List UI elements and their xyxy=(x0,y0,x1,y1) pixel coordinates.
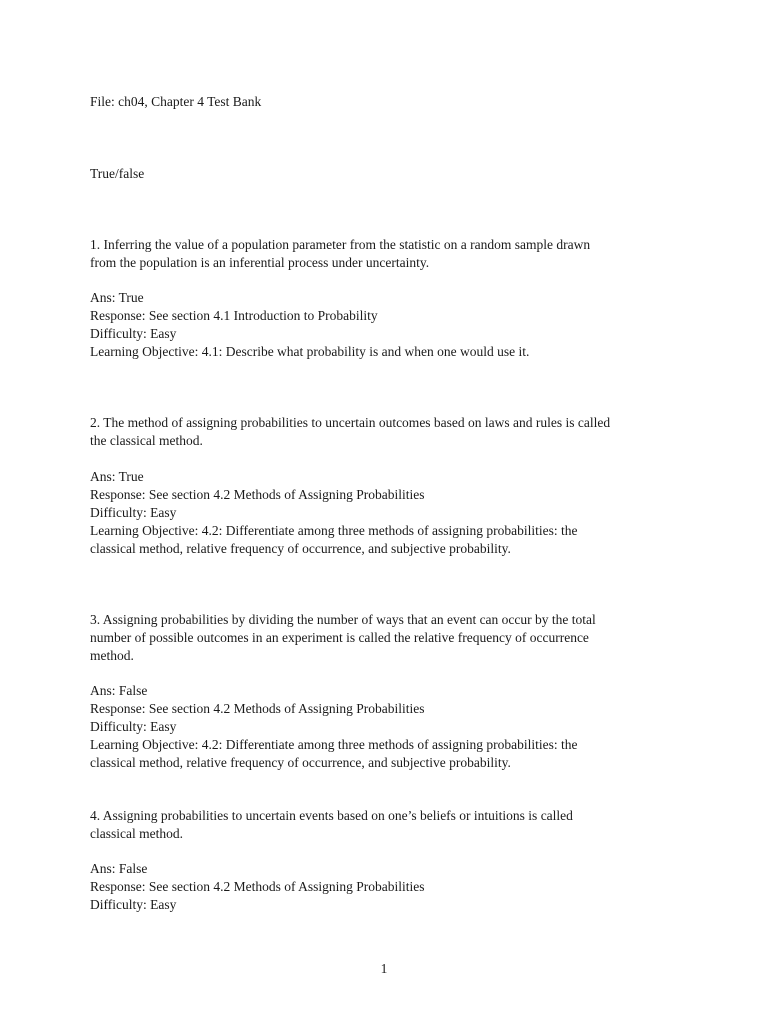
question-1-text-line-1: 1. Inferring the value of a population parameter from the statistic on a random sample drawn xyxy=(90,237,591,252)
question-3-text-line-2: number of possible outcomes in an experiment is called the relative frequency of occurrence xyxy=(90,630,589,645)
question-3-objective-line-1: Learning Objective: 4.2: Differentiate among three methods of assigning probabilities: the xyxy=(90,737,578,752)
question-1-response: Response: See section 4.1 Introduction to Probability xyxy=(90,308,378,323)
question-4-difficulty: Difficulty: Easy xyxy=(90,897,177,912)
file-header: File: ch04, Chapter 4 Test Bank xyxy=(90,94,262,109)
question-3-difficulty: Difficulty: Easy xyxy=(90,719,177,734)
question-4-response: Response: See section 4.2 Methods of Assigning Probabilities xyxy=(90,879,425,894)
question-2-objective-line-2: classical method, relative frequency of occurrence, and subjective probability. xyxy=(90,541,511,556)
question-3-text-line-1: 3. Assigning probabilities by dividing the number of ways that an event can occur by the total xyxy=(90,612,596,627)
page-number: 1 xyxy=(380,961,388,976)
question-2-response: Response: See section 4.2 Methods of Assigning Probabilities xyxy=(90,487,425,502)
question-2-text-line-2: the classical method. xyxy=(90,433,203,448)
question-2-difficulty: Difficulty: Easy xyxy=(90,505,177,520)
question-2-answer: Ans: True xyxy=(90,469,144,484)
question-3-text-line-3: method. xyxy=(90,648,134,663)
question-1-objective-line-1: Learning Objective: 4.1: Describe what probability is and when one would use it. xyxy=(90,344,530,359)
question-1-difficulty: Difficulty: Easy xyxy=(90,326,177,341)
question-3-answer: Ans: False xyxy=(90,683,148,698)
question-4-text-line-1: 4. Assigning probabilities to uncertain events based on one’s beliefs or intuitions is called xyxy=(90,808,573,823)
question-2-objective-line-1: Learning Objective: 4.2: Differentiate among three methods of assigning probabilities: the xyxy=(90,523,578,538)
question-2-text-line-1: 2. The method of assigning probabilities to uncertain outcomes based on laws and rules is called xyxy=(90,415,611,430)
question-3-objective-line-2: classical method, relative frequency of occurrence, and subjective probability. xyxy=(90,755,511,770)
question-1-answer: Ans: True xyxy=(90,290,144,305)
question-1-text-line-2: from the population is an inferential process under uncertainty. xyxy=(90,255,430,270)
question-3-response: Response: See section 4.2 Methods of Assigning Probabilities xyxy=(90,701,425,716)
question-4-answer: Ans: False xyxy=(90,861,148,876)
section-title: True/false xyxy=(90,166,145,181)
question-4-text-line-2: classical method. xyxy=(90,826,183,841)
